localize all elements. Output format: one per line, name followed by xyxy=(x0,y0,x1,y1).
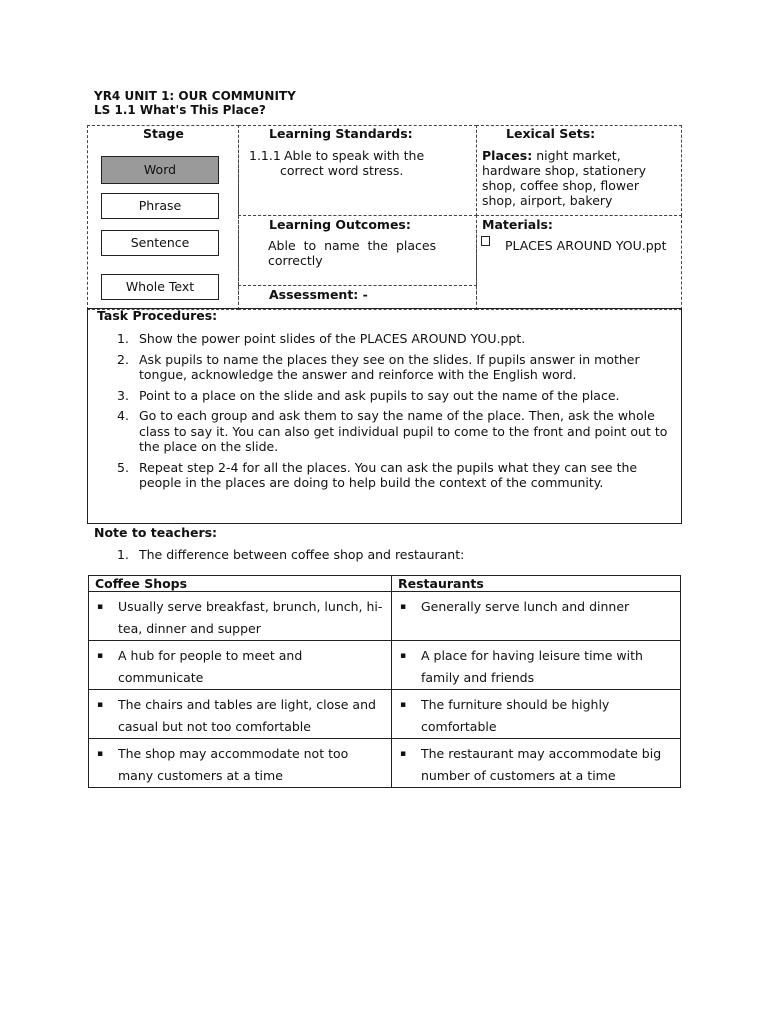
bullet-icon: ▪ xyxy=(97,602,104,612)
table-row xyxy=(89,690,681,739)
standard-code: 1.1.1 xyxy=(249,148,281,163)
table-cell xyxy=(89,690,392,739)
step-text-line: Go to each group and ask them to say the name of the place. Then, ask the whole xyxy=(139,408,655,423)
task-step xyxy=(117,352,677,383)
step-number: 4. xyxy=(117,408,129,423)
outcome-line2: correctly xyxy=(268,253,323,268)
bullet-icon: ▪ xyxy=(400,651,407,661)
bullet-icon: ▪ xyxy=(400,749,407,759)
table-cell xyxy=(392,739,681,788)
step-text-line: class to say it. You can also get individual pupil to come to the front and point out to xyxy=(139,423,668,439)
table-cell xyxy=(392,641,681,690)
step-text-line: Point to a place on the slide and ask pupils to say out the name of the place. xyxy=(139,387,620,403)
cell-text-line: A hub for people to meet and xyxy=(118,648,303,663)
step-number: 5. xyxy=(117,459,129,475)
cell-text-line: many customers at a time xyxy=(118,768,283,783)
task-step xyxy=(117,408,677,455)
materials-item: PLACES AROUND YOU.ppt xyxy=(505,238,667,253)
cell-text-line: The restaurant may accommodate big xyxy=(421,746,662,761)
standard-text-line2: correct word stress. xyxy=(280,163,404,178)
step-text-line: tongue, acknowledge the answer and reinforce with the English word. xyxy=(139,367,577,382)
table-row xyxy=(89,739,681,788)
cell-text-line: communicate xyxy=(118,670,204,685)
bullet-icon: ▪ xyxy=(97,749,104,759)
places-label: Places: xyxy=(482,148,533,163)
lexical-sets-heading: Lexical Sets: xyxy=(506,126,596,141)
lexical-line1: night market, xyxy=(536,148,621,163)
lesson-title: LS 1.1 What's This Place? xyxy=(94,103,266,117)
cell-text-line: comfortable xyxy=(421,719,497,734)
table-row xyxy=(89,641,681,690)
stage-option-phrase[interactable]: Phrase xyxy=(101,193,219,219)
stage-option-sentence[interactable]: Sentence xyxy=(101,230,219,256)
bullet-icon: ▪ xyxy=(400,700,407,710)
step-number: 2. xyxy=(117,351,129,367)
task-procedures-list xyxy=(117,331,677,496)
table-cell xyxy=(392,592,681,641)
note-text: The difference between coffee shop and restaurant: xyxy=(139,547,465,562)
task-step xyxy=(117,460,677,491)
lexical-sets-text xyxy=(482,148,646,208)
comparison-table xyxy=(88,575,681,788)
step-text-line: people in the places are doing to help build the context of the community. xyxy=(139,475,604,490)
step-text-line: Show the power point slides of the PLACES AROUND YOU.ppt. xyxy=(139,331,526,346)
materials-heading: Materials: xyxy=(482,217,553,232)
task-step xyxy=(117,388,677,404)
table-cell xyxy=(392,690,681,739)
bullet-icon: ▪ xyxy=(400,602,407,612)
cell-text-line: family and friends xyxy=(421,670,535,685)
assessment-heading: Assessment: - xyxy=(269,287,368,302)
checkbox-icon xyxy=(481,236,490,246)
task-procedures-heading: Task Procedures: xyxy=(97,308,218,323)
cell-text-line: The chairs and tables are light, close and xyxy=(118,697,376,712)
table-cell xyxy=(89,641,392,690)
column-header-coffee-shops: Coffee Shops xyxy=(89,576,392,592)
cell-text-line: The furniture should be highly xyxy=(421,697,610,712)
note-number: 1. xyxy=(117,547,129,562)
cell-text-line: Generally serve lunch and dinner xyxy=(421,599,630,614)
table-row xyxy=(89,592,681,641)
step-text-line: Ask pupils to name the places they see on the slides. If pupils answer in mother xyxy=(139,351,640,367)
unit-title: YR4 UNIT 1: OUR COMMUNITY xyxy=(94,89,296,103)
learning-standards-heading: Learning Standards: xyxy=(269,126,413,141)
standard-text-line1: Able to speak with the xyxy=(284,148,425,163)
table-cell xyxy=(89,739,392,788)
note-heading: Note to teachers: xyxy=(94,525,218,540)
cell-text-line: number of customers at a time xyxy=(421,768,616,783)
task-step xyxy=(117,331,677,347)
bullet-icon: ▪ xyxy=(97,651,104,661)
step-text-line: the place on the slide. xyxy=(139,439,279,454)
cell-text-line: A place for having leisure time with xyxy=(421,648,643,663)
step-number: 1. xyxy=(117,331,129,346)
bullet-icon: ▪ xyxy=(97,700,104,710)
cell-text-line: tea, dinner and supper xyxy=(118,621,261,636)
lexical-line4: shop, airport, bakery xyxy=(482,193,613,208)
cell-text-line: The shop may accommodate not too xyxy=(118,746,349,761)
stage-option-whole-text[interactable]: Whole Text xyxy=(101,274,219,300)
cell-text-line: casual but not too comfortable xyxy=(118,719,311,734)
outcome-line1: Able to name the places xyxy=(268,238,437,253)
stage-heading: Stage xyxy=(143,126,184,141)
step-text-line: Repeat step 2-4 for all the places. You can ask the pupils what they can see the xyxy=(139,459,638,475)
cell-text-line: Usually serve breakfast, brunch, lunch, hi- xyxy=(118,599,383,614)
stage-option-word[interactable]: Word xyxy=(101,156,219,184)
step-number: 3. xyxy=(117,387,129,403)
column-header-restaurants: Restaurants xyxy=(392,576,681,592)
table-cell xyxy=(89,592,392,641)
lexical-line3: shop, coffee shop, flower xyxy=(482,178,639,193)
lexical-line2: hardware shop, stationery xyxy=(482,163,647,178)
learning-outcomes-heading: Learning Outcomes: xyxy=(269,217,411,232)
